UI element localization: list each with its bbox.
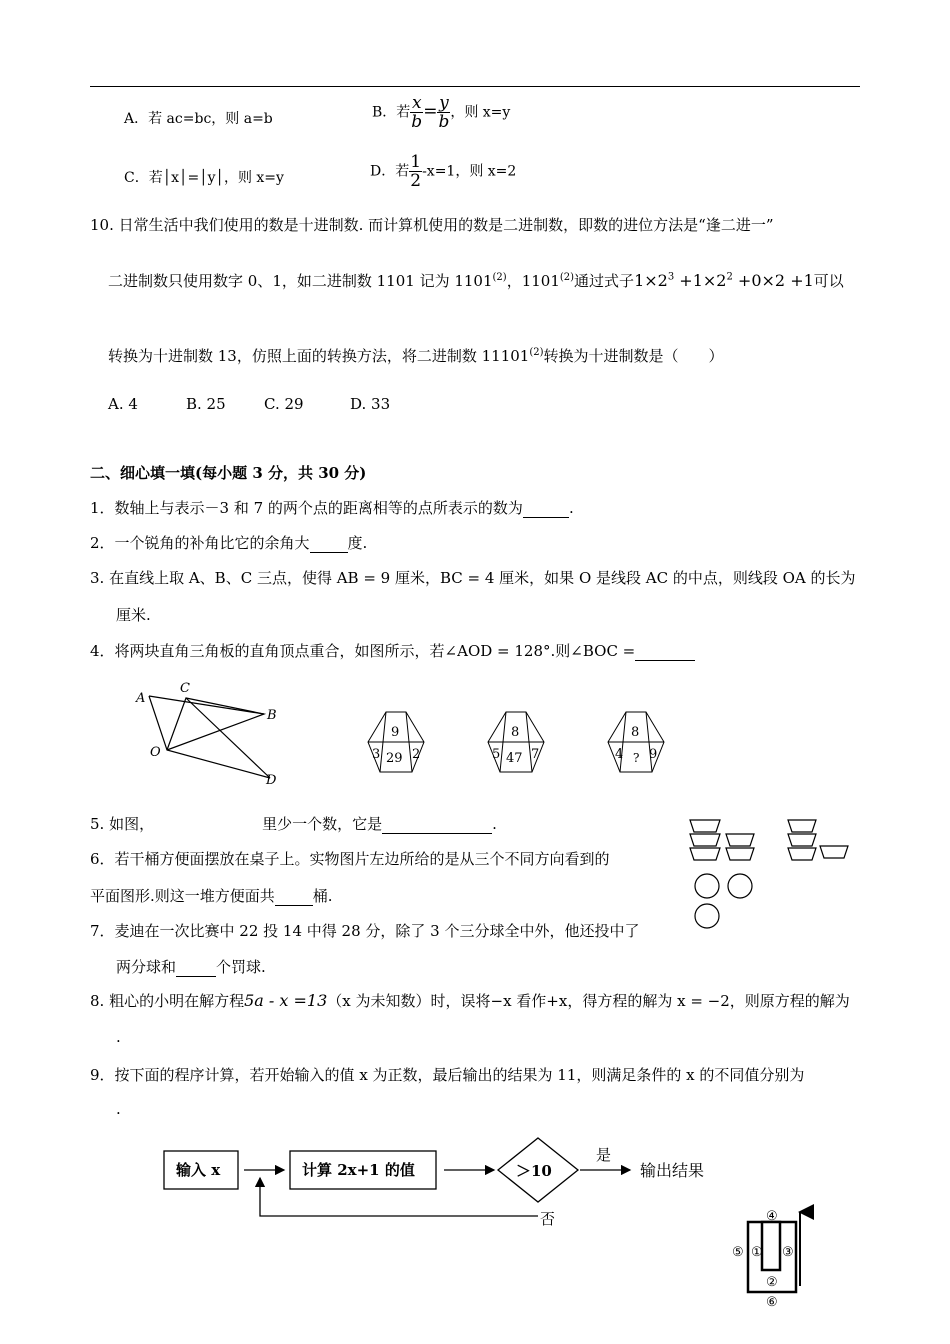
compute-label: 计算 2x+1 的值: [302, 1161, 415, 1179]
fill-q2: [90, 532, 367, 553]
condition-label: ＞10: [516, 1162, 552, 1180]
q9-option-b: [372, 94, 510, 131]
fig3-center: ?: [633, 751, 640, 765]
segment-a-b: [149, 696, 264, 714]
fill-q5-text-b: 里少一个数，它是: [262, 815, 383, 833]
q10-line2: [108, 270, 844, 291]
fill-q8-text-a: 8. 粗心的小明在解方程: [90, 992, 245, 1010]
q10-line1: 10. 日常生活中我们使用的数是十进制数. 而计算机使用的数是二进制数，即数的进位方法是“逢二进一”: [90, 216, 774, 234]
yes-label: 是: [596, 1146, 612, 1164]
number-figure-1: [364, 710, 428, 776]
plate-outline-1: [149, 696, 270, 778]
fill-q8-text-b: （x 为未知数）时，误将−x 看作+x，得方程的解为 x = −2，则原方程的解为: [327, 992, 850, 1010]
fraction-x-over-b: $\frac{x}{b}$: [411, 93, 423, 132]
q9-option-d: [370, 153, 516, 190]
side-view: [788, 820, 848, 860]
inner-slot: [762, 1222, 780, 1270]
q9-option-c: C．若│x│=│y│，则 x=y: [124, 170, 284, 186]
fig2-center: 47: [506, 751, 523, 766]
fill-q7-text: 两分球和: [116, 958, 177, 976]
label-b: B: [267, 708, 277, 723]
triangle-plates-figure: [130, 680, 290, 790]
fig3-right: 9: [649, 747, 658, 762]
fig1-top: 9: [391, 725, 400, 740]
fig1-left: 3: [372, 747, 381, 762]
label-c: C: [180, 681, 190, 696]
fig3-top: 8: [631, 725, 640, 740]
q10-option-a: A. 4: [108, 395, 138, 413]
fig2-left: 5: [492, 747, 501, 762]
loop-back-line: [260, 1178, 538, 1216]
fill-q9-line1: 9．按下面的程序计算，若开始输入的值 x 为正数，最后输出的结果为 11，则满足条件的 x 的不同值分别为: [90, 1066, 805, 1084]
label-2: ②: [766, 1275, 778, 1290]
q10-line3-a: 转换为十进制数 13，仿照上面的转换方法，将二进制数 11101: [108, 347, 530, 365]
fill-q4-text: 4．将两块直角三角板的直角顶点重合，如图所示，若∠AOD = 128°.则∠BOC =: [90, 642, 636, 660]
fill-q4-blank: [635, 642, 695, 661]
fill-q2-unit: 度.: [347, 534, 368, 552]
q10-line2-b: ，1101: [506, 272, 560, 290]
fill-q6-unit: 桶.: [312, 887, 333, 905]
label-o: O: [150, 745, 161, 760]
fill-q6-text: 平面图形.则这一堆方便面共: [90, 887, 275, 905]
fill-q5: [90, 813, 497, 834]
q10-option-b: B. 25: [186, 395, 226, 413]
fill-q7-unit: 个罚球.: [216, 958, 266, 976]
fill-q5-period: .: [492, 815, 497, 833]
fig2-right: 7: [531, 747, 540, 762]
input-label: 输入 x: [176, 1161, 221, 1179]
fill-q5-blank: [382, 815, 492, 834]
fill-q1-period: .: [568, 499, 574, 517]
fill-q4: [90, 640, 695, 661]
equation: 5a - x =13: [244, 991, 328, 1010]
number-figure-2: [484, 710, 548, 776]
fill-q3-line1: 3. 在直线上取 A、B、C 三点，使得 AB = 9 厘米，BC = 4 厘米，如果 O 是线段 AC 的中点，则线段 OA 的长为: [90, 569, 856, 587]
label-d: D: [266, 773, 277, 788]
header-rule: [90, 86, 860, 87]
binary-formula: $1\times 2^3 +1\times 2^2 +0\times 2 +1$: [634, 271, 814, 290]
fill-q9-line2: .: [116, 1100, 121, 1118]
fraction-y-over-b: $\frac{y}{b}$: [438, 93, 450, 132]
binary-subscript: (2): [529, 347, 544, 358]
plate-outline-2: [167, 698, 264, 750]
fig1-center: 29: [386, 751, 403, 766]
q9-option-b-suffix: ，则 x=y: [450, 104, 511, 121]
fill-q7-line1: 7．麦迪在一次比赛中 22 投 14 中得 28 分，除了 3 个三分球全中外，他还投中了: [90, 922, 640, 940]
top-view: [695, 874, 752, 928]
binary-subscript: (2): [492, 272, 507, 283]
output-label: 输出结果: [640, 1161, 705, 1180]
q10-line3: [108, 345, 724, 366]
q10-line2-c: 通过式子: [574, 272, 635, 290]
label-a: A: [136, 691, 146, 706]
fill-q6-line1: 6．若干桶方便面摆放在桌子上。实物图片左边所给的是从三个不同方向看到的: [90, 850, 610, 868]
fill-q7-blank: [176, 958, 216, 977]
fig2-top: 8: [511, 725, 520, 740]
equals-sign: =: [423, 101, 438, 122]
q10-line2-d: 可以: [813, 272, 844, 290]
fill-q2-blank: [310, 534, 348, 553]
q9-option-d-prefix: D．若: [370, 163, 410, 180]
fill-q6-line2: [90, 885, 333, 906]
bucket-three-views: [688, 818, 858, 930]
program-flowchart: [160, 1136, 740, 1226]
q10-line3-b: 转换为十进制数是（ ）: [543, 347, 724, 365]
fill-q8-line1: [90, 990, 850, 1011]
q10-option-c: C. 29: [264, 395, 304, 413]
label-4: ④: [766, 1209, 778, 1224]
fill-q6-blank: [275, 887, 313, 906]
fill-q8-line2: .: [116, 1028, 121, 1046]
fill-q1: [90, 497, 574, 518]
fill-q2-text: 2．一个锐角的补角比它的余角大: [90, 534, 310, 552]
fill-q3-line2: 厘米.: [116, 606, 151, 624]
label-3: ③: [782, 1245, 794, 1260]
front-view: [690, 820, 754, 860]
fig1-right: 2: [412, 747, 421, 762]
no-label: 否: [540, 1210, 556, 1228]
fill-q5-text-a: 5. 如图，: [90, 815, 155, 833]
q9-option-b-prefix: B．若: [372, 104, 411, 121]
binary-subscript: (2): [559, 272, 575, 283]
label-5: ⑤: [732, 1245, 744, 1260]
fraction-one-half: $\frac{1}{2}$: [410, 152, 422, 191]
fig3-left: 4: [615, 747, 624, 762]
fill-q1-blank: [523, 499, 569, 518]
label-6: ⑥: [766, 1295, 778, 1310]
label-1: ①: [751, 1245, 763, 1260]
fill-q7-line2: [116, 956, 266, 977]
q9-option-d-suffix: -x=1，则 x=2: [422, 163, 517, 180]
fill-q1-text: 1．数轴上与表示－3 和 7 的两个点的距离相等的点所表示的数为: [90, 499, 523, 517]
circled-number-figure: [730, 1206, 810, 1314]
q10-line2-a: 二进制数只使用数字 0、1，如二进制数 1101 记为 1101: [108, 272, 493, 290]
section2-heading: 二、细心填一填(每小题 3 分，共 30 分): [90, 464, 367, 482]
number-figure-3: [604, 710, 668, 776]
q10-option-d: D. 33: [350, 395, 391, 413]
q9-option-a: A．若 ac=bc，则 a=b: [124, 111, 273, 127]
